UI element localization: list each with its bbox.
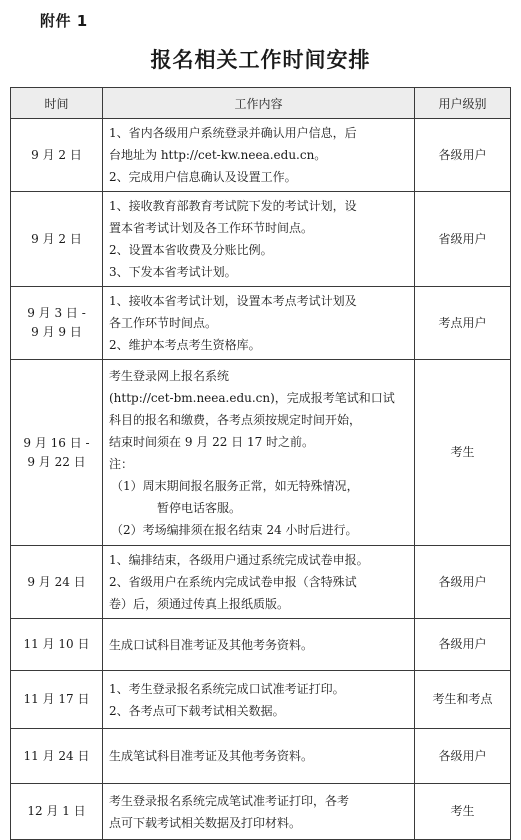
level-cell: 各级用户 (415, 546, 511, 619)
table-row (11, 119, 511, 192)
table-row (11, 287, 511, 360)
content-line: (http://cet-bm.neea.edu.cn)，完成报考笔试和口试 (109, 390, 395, 405)
content-line: 生成口试科目准考证及其他考务资料。 (109, 637, 314, 652)
attachment-label: 附件 1 (40, 12, 88, 30)
content-line: 考生登录报名系统完成笔试准考证打印，各考 (109, 793, 350, 808)
content-cell (103, 671, 415, 729)
content-line: 1、省内各级用户系统登录并确认用户信息，后 (109, 126, 357, 140)
level-cell: 考点用户 (415, 287, 511, 360)
content-line: 2、完成用户信息确认及设置工作。 (109, 170, 297, 184)
time-cell (11, 287, 103, 360)
table-row (11, 671, 511, 729)
time-text: 11 月 10 日 (23, 637, 90, 651)
time-text: 9 月 2 日 (31, 147, 82, 162)
content-line: 置本省考试计划及各工作环节时间点。 (109, 221, 314, 235)
content-cell (103, 619, 415, 671)
time-cell (11, 119, 103, 192)
schedule-table (10, 87, 511, 840)
time-cell (11, 192, 103, 287)
level-cell: 考生 (415, 360, 511, 546)
content-line: 3、下发本省考试计划。 (109, 265, 237, 279)
content-cell (103, 360, 415, 546)
document-title: 报名相关工作时间安排 (150, 48, 371, 72)
time-text: 9 月 16 日 - (23, 435, 90, 450)
content-cell (103, 546, 415, 619)
table-row (11, 729, 511, 784)
content-line: 2、省级用户在系统内完成试卷申报（含特殊试 (109, 575, 357, 589)
time-text: 12 月 1 日 (27, 804, 86, 818)
note-line: 暂停电话客服。 (157, 500, 242, 515)
time-cell (11, 619, 103, 671)
content-cell (103, 729, 415, 784)
column-header-time: 时间 (11, 88, 103, 119)
content-line: 生成笔试科目准考证及其他考务资料。 (109, 749, 314, 763)
content-cell (103, 287, 415, 360)
column-header-content: 工作内容 (103, 88, 415, 119)
content-line: 点可下载考试相关数据及打印材料。 (109, 815, 302, 830)
level-cell: 各级用户 (415, 119, 511, 192)
content-line: 结束时间须在 9 月 22 日 17 时之前。 (109, 434, 315, 449)
content-line: 各工作环节时间点。 (109, 316, 218, 330)
time-cell (11, 546, 103, 619)
level-cell: 考生和考点 (415, 671, 511, 729)
table-row (11, 360, 511, 546)
table-row (11, 546, 511, 619)
content-line: 考生登录网上报名系统 (109, 368, 230, 383)
content-line: 2、维护本考点考生资格库。 (109, 338, 261, 352)
table-header-row (11, 88, 511, 119)
content-cell (103, 784, 415, 840)
time-text: 9 月 2 日 (31, 231, 82, 246)
level-cell: 考生 (415, 784, 511, 840)
time-text: 9 月 22 日 (27, 454, 86, 469)
note-label: 注： (109, 456, 134, 471)
time-text: 9 月 24 日 (27, 574, 86, 589)
time-text: 11 月 24 日 (23, 748, 90, 763)
note-line: （1）周末期间报名服务正常，如无特殊情况， (111, 478, 359, 493)
time-cell (11, 784, 103, 840)
content-cell (103, 192, 415, 287)
content-line: 1、编排结束，各级用户通过系统完成试卷申报。 (109, 553, 369, 567)
content-line: 2、各考点可下载考试相关数据。 (109, 703, 285, 718)
time-text: 9 月 3 日 - (27, 306, 86, 320)
content-line: 1、接收教育部教育考试院下发的考试计划，设 (109, 199, 357, 213)
table-row (11, 784, 511, 840)
content-cell (103, 119, 415, 192)
content-line: 卷）后，须通过传真上报纸质版。 (109, 597, 290, 611)
content-line: 2、设置本省收费及分账比例。 (109, 243, 273, 257)
level-cell: 各级用户 (415, 729, 511, 784)
note-line: （2）考场编排须在报名结束 24 小时后进行。 (111, 522, 358, 537)
time-cell (11, 360, 103, 546)
time-cell (11, 671, 103, 729)
table-row (11, 619, 511, 671)
time-text: 11 月 17 日 (23, 692, 90, 706)
time-cell (11, 729, 103, 784)
table-row (11, 192, 511, 287)
content-line: 1、考生登录报名系统完成口试准考证打印。 (109, 681, 345, 696)
time-text: 9 月 9 日 (31, 325, 82, 339)
content-line: 1、接收本省考试计划，设置本考点考试计划及 (109, 294, 357, 308)
content-line: 科目的报名和缴费，各考点须按规定时间开始， (109, 412, 362, 427)
level-cell: 各级用户 (415, 619, 511, 671)
column-header-level: 用户级别 (415, 88, 511, 119)
level-cell: 省级用户 (415, 192, 511, 287)
content-line: 台地址为 http://cet-kw.neea.edu.cn。 (109, 148, 327, 162)
